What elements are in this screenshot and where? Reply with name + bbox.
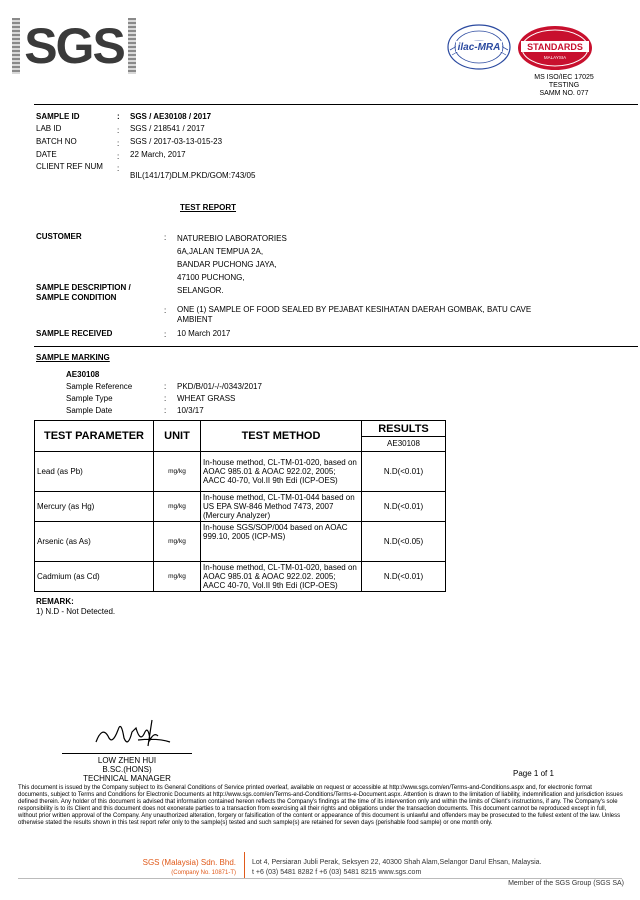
colon: : [164,330,167,339]
report-title: TEST REPORT [180,203,237,212]
colon: : [117,126,120,135]
signatory-block [62,756,192,783]
sample-id-value: SGS / AE30108 / 2017 [130,112,212,121]
col-header-parameter: TEST PARAMETER [35,421,154,452]
customer-line: SELANGOR. [177,286,224,295]
col-header-unit: UNIT [154,421,201,452]
colon: : [164,306,167,315]
sample-condition-label-line: SAMPLE CONDITION [36,293,117,302]
sample-type-label: Sample Type [66,394,113,403]
standards-malaysia-logo [516,24,594,72]
unit-cell: mg/kg [154,562,201,592]
sample-description-value [177,305,597,325]
signature-image [88,712,178,752]
colon: : [117,139,120,148]
signatory-title: TECHNICAL MANAGER [83,774,171,783]
member-text: Member of the SGS Group (SGS SA) [508,880,624,887]
colon: : [164,233,167,242]
table-row [35,452,446,492]
company-address: Lot 4, Persiaran Jubli Perak, Seksyen 22, 40300 Shah Alam,Selangor Darul Ehsan, Malaysia. [252,859,542,866]
parameter-cell: Cadmium (as Cd) [35,562,154,592]
results-table [34,420,446,592]
batch-no-value: SGS / 2017-03-13-015-23 [130,137,223,146]
sample-description-label-line: SAMPLE DESCRIPTION / [36,283,131,292]
batch-no-label: BATCH NO [36,137,77,146]
company-contact-block [252,858,542,878]
accreditation-line: TESTING [548,82,580,89]
customer-line: NATUREBIO LABORATORIES [177,234,287,243]
sample-id-label: SAMPLE ID [36,112,80,121]
page-number: Page 1 of 1 [513,769,554,778]
method-cell: In-house SGS/SOP/004 based on AOAC 999.10, 2005 (ICP-MS) [201,522,362,562]
sample-marking-id: AE30108 [66,370,100,379]
parameter-cell: Lead (as Pb) [35,452,154,492]
remark-heading: REMARK: [36,597,74,606]
sample-type-value: WHEAT GRASS [177,394,236,403]
sample-description-line: ONE (1) SAMPLE OF FOOD SEALED BY PEJABAT KESIHATAN DAERAH GOMBAK, BATU CAVE [177,305,532,314]
parameter-cell: Mercury (as Hg) [35,492,154,522]
sample-reference-value: PKD/B/01/-/-/0343/2017 [177,382,262,391]
date-label: DATE [36,150,57,159]
parameter-cell: Arsenic (as As) [35,522,154,562]
sample-date-value: 10/3/17 [177,406,204,415]
sample-received-label: SAMPLE RECEIVED [36,329,113,338]
standards-logo-text: STANDARDS [527,42,583,52]
table-header-row [35,421,446,452]
customer-line: 6A,JALAN TEMPUA 2A, [177,247,264,256]
customer-line: 47100 PUCHONG, [177,273,245,282]
ilac-mra-logo [446,22,512,72]
colon: : [117,112,120,121]
date-value: 22 March, 2017 [130,150,186,159]
company-block [116,858,236,878]
sample-reference-label: Sample Reference [66,382,133,391]
header-divider [34,104,638,105]
results-heading: RESULTS [362,422,445,437]
sample-condition-line: AMBIENT [177,315,213,324]
sample-description-label [36,283,131,303]
accreditation-line: SAMM NO. 077 [539,90,589,97]
result-cell: N.D(<0.01) [362,452,446,492]
customer-line: BANDAR PUCHONG JAYA, [177,260,277,269]
result-cell: N.D(<0.05) [362,522,446,562]
signature-line [62,753,192,754]
sample-date-label: Sample Date [66,406,113,415]
colon: : [164,406,167,415]
method-cell: In-house method, CL-TM-01-044 based on US EPA SW-846 Method 7473, 2007 (Mercury Analyzer) [201,492,362,522]
disclaimer-text: This document is issued by the Company subject to its General Conditions of Service printed overleaf, available on request or accessible at http://www.sgs.com/en/Terms-and-Conditions.aspx and, for electronic format documents, subject to Terms and Conditions for Electronic Documents at http://www.sgs.com/en/Terms-and-Conditions/Terms-e-Document.aspx. Attention is drawn to the limitation of liability, indemnification and jurisdiction issues defined therein. Any holder of this document is advised that information contained hereon reflects the Company's findings at the time of its intervention only and within the limits of Client's instructions, if any. The Company's sole responsibility is to its Client and this document does not exonerate parties to a transaction from exercising all their rights and obligations under the transaction documents. This document cannot be reproduced except in full, without prior written approval of the Company. Any unauthorized alteration, forgery or falsification of the content or appearance of this document is unlawful and offenders may be prosecuted to the fullest extent of the law. Unless otherwise stated the results shown in this test report refer only to the sample(s) tested and such sample(s) are retained for seven days (perishable food sample) or one month only. [18,785,623,826]
table-row [35,562,446,592]
sample-received-value: 10 March 2017 [177,329,231,338]
client-ref-value: BIL(141/17)DLM.PKD/GOM:743/05 [130,171,256,180]
company-number: (Company No. 10871-T) [171,870,236,876]
company-name: SGS (Malaysia) Sdn. Bhd. [142,858,236,867]
standards-logo-subtext: MALAYSIA [543,55,567,60]
accreditation-line: MS ISO/IEC 17025 [534,74,594,81]
signatory-qualification: B.SC.(HONS) [102,765,152,774]
table-row [35,492,446,522]
colon: : [164,382,167,391]
table-row [35,522,446,562]
colon: : [117,152,120,161]
unit-cell: mg/kg [154,492,201,522]
footer-divider [244,852,245,878]
footer-rule [18,878,622,879]
client-ref-label: CLIENT REF NUM [36,162,103,171]
section-divider [34,346,638,347]
colon: : [164,394,167,403]
sample-marking-heading: SAMPLE MARKING [36,353,110,362]
method-cell: In-house method, CL-TM-01-020, based on AOAC 985.01 & AOAC 922.02. 2005; AACC 40-70, Vol.II 9th Edi (ICP-OES) [201,562,362,592]
unit-cell: mg/kg [154,522,201,562]
result-cell: N.D(<0.01) [362,492,446,522]
accreditation-block [524,74,604,98]
col-header-method: TEST METHOD [201,421,362,452]
result-cell: N.D(<0.01) [362,562,446,592]
unit-cell: mg/kg [154,452,201,492]
ilac-logo-text: ilac-MRA [457,42,501,53]
col-header-results [362,421,446,452]
company-contact: t +6 (03) 5481 8282 f +6 (03) 5481 8215 www.sgs.com [252,869,422,876]
lab-id-label: LAB ID [36,124,62,133]
method-cell: In-house method, CL-TM-01-020, based on AOAC 985.01 & AOAC 922.02, 2005; AACC 40-70, Vol.II 9th Edi (ICP-OES) [201,452,362,492]
sgs-logo: SGS [12,18,136,74]
results-sample-id: AE30108 [387,439,420,448]
signatory-name: LOW ZHEN HUI [97,756,157,765]
customer-address [177,232,287,297]
remark-text: 1) N.D - Not Detected. [36,607,116,616]
customer-label: CUSTOMER [36,232,82,241]
colon: : [117,164,120,173]
lab-id-value: SGS / 218541 / 2017 [130,124,205,133]
